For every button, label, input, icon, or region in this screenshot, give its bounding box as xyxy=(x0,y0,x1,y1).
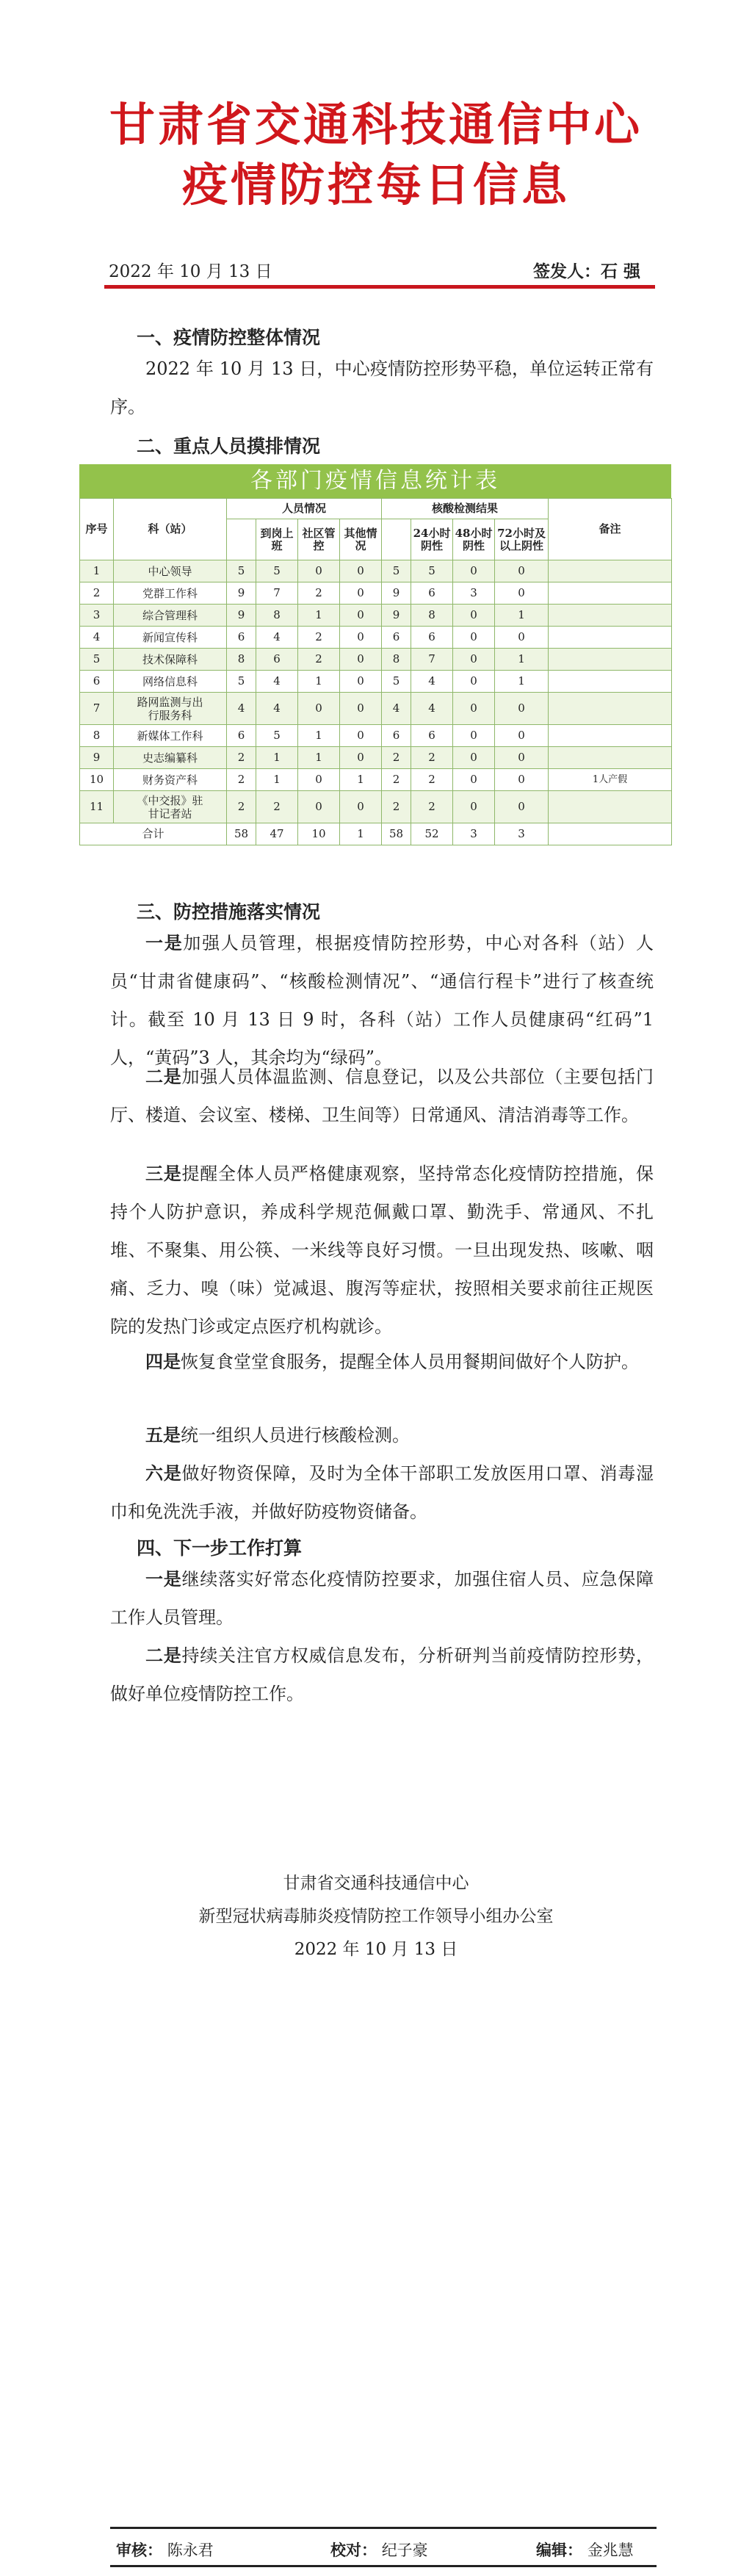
cell-tested: 2 xyxy=(382,747,411,769)
cell-community: 2 xyxy=(298,649,340,671)
s3-item-1-lead: 一是 xyxy=(145,932,184,953)
cell-h24: 6 xyxy=(411,582,453,605)
cell-h24: 2 xyxy=(411,791,453,823)
cell-h48: 0 xyxy=(453,791,495,823)
cell-sum-total: 58 xyxy=(227,823,256,845)
cell-onsite: 4 xyxy=(256,693,298,725)
cell-total: 6 xyxy=(227,627,256,649)
cell-onsite: 5 xyxy=(256,560,298,582)
cell-total: 2 xyxy=(227,769,256,791)
cell-h24: 4 xyxy=(411,693,453,725)
cell-seq: 6 xyxy=(80,671,114,693)
cell-dept: 财务资产科 xyxy=(114,769,227,791)
table-row xyxy=(80,747,672,769)
cell-h72: 1 xyxy=(495,649,549,671)
cell-seq: 2 xyxy=(80,582,114,605)
cell-dept: 网络信息科 xyxy=(114,671,227,693)
cell-other: 0 xyxy=(340,693,382,725)
cell-h24: 8 xyxy=(411,605,453,627)
cell-h72: 0 xyxy=(495,747,549,769)
cell-tested: 6 xyxy=(382,725,411,747)
s3-item-3-text: 提醒全体人员严格健康观察，坚持常态化疫情防控措施，保持个人防护意识，养成科学规范佩戴口罩、勤洗手、常通风、不扎堆、不聚集、用公筷、一米线等良好习惯。一旦出现发热、咳嗽、咽痛、乏力、嗅（味）觉减退、腹泻等症状，按照相关要求前往正规医院的发热门诊或定点医疗机构就诊。 xyxy=(110,1163,654,1337)
title-line1: 甘肃省交通科技通信中心 xyxy=(109,98,643,151)
cell-community: 1 xyxy=(298,747,340,769)
signer xyxy=(533,257,640,286)
cell-seq: 10 xyxy=(80,769,114,791)
cell-community: 2 xyxy=(298,627,340,649)
cell-dept: 新媒体工作科 xyxy=(114,725,227,747)
cell-other: 1 xyxy=(340,769,382,791)
cell-sum-label: 合计 xyxy=(80,823,227,845)
issue-date: 2022 年 10 月 13 日 xyxy=(109,262,272,281)
cell-seq: 5 xyxy=(80,649,114,671)
section4-heading: 四、下一步工作打算 xyxy=(137,1537,303,1559)
signer-name: 石 强 xyxy=(600,261,640,281)
cell-onsite: 4 xyxy=(256,671,298,693)
cell-total: 6 xyxy=(227,725,256,747)
cell-sum-tested: 58 xyxy=(382,823,411,845)
cell-onsite: 4 xyxy=(256,627,298,649)
s4-item-2 xyxy=(110,1637,654,1713)
reviewer-name: 陈永君 xyxy=(167,2541,214,2559)
cell-total: 9 xyxy=(227,582,256,605)
cell-tested: 5 xyxy=(382,671,411,693)
th-total-tested xyxy=(382,519,411,560)
th-h24: 24小时阴性 xyxy=(411,519,453,560)
cell-note xyxy=(549,627,672,649)
footer-org-2: 新型冠状病毒肺炎疫情防控工作领导小组办公室 xyxy=(198,1907,554,1926)
cell-community: 0 xyxy=(298,560,340,582)
credits-row xyxy=(110,2536,657,2565)
cell-onsite: 7 xyxy=(256,582,298,605)
cell-dept: 技术保障科 xyxy=(114,649,227,671)
cell-seq: 11 xyxy=(80,791,114,823)
cell-community: 1 xyxy=(298,605,340,627)
cell-tested: 8 xyxy=(382,649,411,671)
table-row xyxy=(80,627,672,649)
table-body xyxy=(80,560,672,845)
cell-dept: 《中交报》驻甘记者站 xyxy=(114,791,227,823)
cell-h24: 5 xyxy=(411,560,453,582)
cell-community: 0 xyxy=(298,769,340,791)
cell-sum-onsite: 47 xyxy=(256,823,298,845)
th-staff-group: 人员情况 xyxy=(227,499,382,519)
cell-other: 0 xyxy=(340,582,382,605)
table-row xyxy=(80,649,672,671)
s4-item-1-lead: 一是 xyxy=(145,1568,182,1590)
reviewer-label: 审核： xyxy=(116,2541,162,2559)
cell-h48: 0 xyxy=(453,725,495,747)
s3-item-6 xyxy=(110,1454,654,1531)
s3-item-3 xyxy=(110,1155,654,1346)
cell-community: 2 xyxy=(298,582,340,605)
table-row xyxy=(80,725,672,747)
cell-tested: 6 xyxy=(382,627,411,649)
cell-community: 0 xyxy=(298,693,340,725)
title-line2: 疫情防控每日信息 xyxy=(181,158,570,212)
cell-tested: 9 xyxy=(382,605,411,627)
th-total-staff xyxy=(227,519,256,560)
cell-h24: 6 xyxy=(411,725,453,747)
footer-org-1: 甘肃省交通科技通信中心 xyxy=(283,1874,469,1893)
cell-note xyxy=(549,747,672,769)
s3-item-2-lead: 二是 xyxy=(145,1066,182,1087)
cell-sum-community: 10 xyxy=(298,823,340,845)
cell-total: 2 xyxy=(227,791,256,823)
cell-h72: 0 xyxy=(495,693,549,725)
table-title: 各部门疫情信息统计表 xyxy=(79,464,671,498)
th-h48: 48小时阴性 xyxy=(453,519,495,560)
s3-item-5 xyxy=(110,1416,654,1454)
cell-note xyxy=(549,725,672,747)
s3-item-5-lead: 五是 xyxy=(145,1424,181,1446)
cell-other: 0 xyxy=(340,627,382,649)
cell-h48: 0 xyxy=(453,649,495,671)
cell-h24: 4 xyxy=(411,671,453,693)
cell-note xyxy=(549,671,672,693)
table-row xyxy=(80,582,672,605)
cell-dept: 综合管理科 xyxy=(114,605,227,627)
cell-sum-h24: 52 xyxy=(411,823,453,845)
s4-item-2-lead: 二是 xyxy=(145,1645,182,1666)
s3-item-4-lead: 四是 xyxy=(145,1351,181,1372)
cell-other: 0 xyxy=(340,605,382,627)
cell-seq: 3 xyxy=(80,605,114,627)
cell-other: 0 xyxy=(340,649,382,671)
cell-h48: 0 xyxy=(453,560,495,582)
cell-h72: 0 xyxy=(495,725,549,747)
th-other: 其他情况 xyxy=(340,519,382,560)
cell-other: 0 xyxy=(340,791,382,823)
cell-onsite: 2 xyxy=(256,791,298,823)
cell-h48: 0 xyxy=(453,769,495,791)
cell-seq: 7 xyxy=(80,693,114,725)
s3-item-5-text: 统一组织人员进行核酸检测。 xyxy=(181,1425,410,1446)
cell-seq: 1 xyxy=(80,560,114,582)
cell-h72: 1 xyxy=(495,671,549,693)
table-row xyxy=(80,560,672,582)
cell-dept: 党群工作科 xyxy=(114,582,227,605)
cell-other: 0 xyxy=(340,725,382,747)
cell-total: 2 xyxy=(227,747,256,769)
s3-item-1-text: 加强人员管理，根据疫情防控形势，中心对各科（站）人员“甘肃省健康码”、“核酸检测情况”、“通信行程卡”进行了核查统计。截至 10 月 13 日 9 时，各科（站）工作人员健康码“红码”1 人，“黄码”3 人，其余均为“绿码”。 xyxy=(110,933,654,1068)
cell-onsite: 1 xyxy=(256,769,298,791)
section1-heading: 一、疫情防控整体情况 xyxy=(137,327,321,348)
reviewer xyxy=(116,2536,214,2565)
cell-note xyxy=(549,605,672,627)
s3-item-2-text: 加强人员体温监测、信息登记，以及公共部位（主要包括门厅、楼道、会议室、楼梯、卫生间等）日常通风、清洁消毒等工作。 xyxy=(110,1067,654,1125)
cell-sum-h48: 3 xyxy=(453,823,495,845)
cell-seq: 8 xyxy=(80,725,114,747)
s3-item-6-lead: 六是 xyxy=(145,1462,182,1484)
meta-row xyxy=(109,257,648,286)
footer-top-rule xyxy=(110,2527,657,2529)
cell-h48: 0 xyxy=(453,605,495,627)
table-row xyxy=(80,671,672,693)
editor-label: 编辑： xyxy=(536,2541,582,2559)
s3-item-2 xyxy=(110,1058,654,1134)
th-community: 社区管控 xyxy=(298,519,340,560)
cell-note xyxy=(549,791,672,823)
cell-h72: 0 xyxy=(495,769,549,791)
footer-bottom-rule xyxy=(110,2565,657,2567)
th-h72: 72小时及以上阴性 xyxy=(495,519,549,560)
cell-h72: 0 xyxy=(495,791,549,823)
cell-h48: 0 xyxy=(453,627,495,649)
cell-total: 4 xyxy=(227,693,256,725)
proofreader-label: 校对： xyxy=(330,2541,377,2559)
cell-dept: 中心领导 xyxy=(114,560,227,582)
section2-heading: 二、重点人员摸排情况 xyxy=(137,436,321,457)
cell-tested: 9 xyxy=(382,582,411,605)
s3-item-3-lead: 三是 xyxy=(145,1163,182,1184)
cell-h48: 0 xyxy=(453,747,495,769)
cell-h24: 2 xyxy=(411,747,453,769)
th-dept: 科（站） xyxy=(114,499,227,560)
cell-other: 0 xyxy=(340,560,382,582)
cell-onsite: 5 xyxy=(256,725,298,747)
cell-h24: 7 xyxy=(411,649,453,671)
cell-h24: 2 xyxy=(411,769,453,791)
s3-item-4-text: 恢复食堂堂食服务，提醒全体人员用餐期间做好个人防护。 xyxy=(181,1352,639,1372)
table-row xyxy=(80,693,672,725)
cell-community: 1 xyxy=(298,725,340,747)
footer-date: 2022 年 10 月 13 日 xyxy=(294,1940,458,1959)
cell-total: 9 xyxy=(227,605,256,627)
proofreader-name: 纪子豪 xyxy=(381,2541,428,2559)
cell-seq: 9 xyxy=(80,747,114,769)
cell-onsite: 8 xyxy=(256,605,298,627)
th-seq: 序号 xyxy=(80,499,114,560)
cell-h72: 1 xyxy=(495,605,549,627)
signer-label: 签发人： xyxy=(532,261,601,281)
cell-community: 0 xyxy=(298,791,340,823)
cell-dept: 新闻宣传科 xyxy=(114,627,227,649)
cell-h48: 0 xyxy=(453,693,495,725)
cell-seq: 4 xyxy=(80,627,114,649)
cell-sum-other: 1 xyxy=(340,823,382,845)
cell-dept: 史志编纂科 xyxy=(114,747,227,769)
th-onsite: 到岗上班 xyxy=(256,519,298,560)
s4-item-2-text: 持续关注官方权威信息发布，分析研判当前疫情防控形势，做好单位疫情防控工作。 xyxy=(110,1645,654,1704)
s3-item-1 xyxy=(110,924,654,1077)
cell-sum-h72: 3 xyxy=(495,823,549,845)
s3-item-6-text: 做好物资保障，及时为全体干部职工发放医用口罩、消毒湿巾和免洗洗手液，并做好防疫物资储备。 xyxy=(110,1463,654,1522)
table-row xyxy=(80,605,672,627)
section3-heading: 三、防控措施落实情况 xyxy=(137,901,321,923)
table-row xyxy=(80,791,672,823)
editor-name: 金兆慧 xyxy=(587,2541,634,2559)
th-test-group: 核酸检测结果 xyxy=(382,499,549,519)
cell-onsite: 1 xyxy=(256,747,298,769)
cell-tested: 5 xyxy=(382,560,411,582)
cell-sum-note xyxy=(549,823,672,845)
cell-other: 0 xyxy=(340,671,382,693)
table-grid xyxy=(79,498,672,845)
cell-note xyxy=(549,560,672,582)
cell-onsite: 6 xyxy=(256,649,298,671)
s4-item-1-text: 继续落实好常态化疫情防控要求，加强住宿人员、应急保障工作人员管理。 xyxy=(110,1569,654,1628)
red-divider xyxy=(104,285,655,289)
table-row xyxy=(80,769,672,791)
cell-tested: 2 xyxy=(382,791,411,823)
cell-h48: 0 xyxy=(453,671,495,693)
proofreader xyxy=(330,2536,428,2565)
s3-item-4 xyxy=(110,1343,654,1381)
section1-text: 2022 年 10 月 13 日，中心疫情防控形势平稳，单位运转正常有序。 xyxy=(110,358,654,417)
cell-note xyxy=(549,649,672,671)
cell-h72: 0 xyxy=(495,560,549,582)
cell-h72: 0 xyxy=(495,627,549,649)
cell-community: 1 xyxy=(298,671,340,693)
cell-other: 0 xyxy=(340,747,382,769)
cell-total: 5 xyxy=(227,671,256,693)
s4-item-1 xyxy=(110,1560,654,1637)
cell-h24: 6 xyxy=(411,627,453,649)
th-note: 备注 xyxy=(549,499,672,560)
cell-total: 5 xyxy=(227,560,256,582)
cell-tested: 4 xyxy=(382,693,411,725)
cell-dept: 路网监测与出行服务科 xyxy=(114,693,227,725)
cell-total: 8 xyxy=(227,649,256,671)
cell-h48: 3 xyxy=(453,582,495,605)
cell-note: 1人产假 xyxy=(549,769,672,791)
cell-note xyxy=(549,582,672,605)
cell-tested: 2 xyxy=(382,769,411,791)
stats-table xyxy=(79,464,671,845)
cell-h72: 0 xyxy=(495,582,549,605)
editor xyxy=(536,2536,634,2565)
cell-note xyxy=(549,693,672,725)
table-sum-row xyxy=(80,823,672,845)
